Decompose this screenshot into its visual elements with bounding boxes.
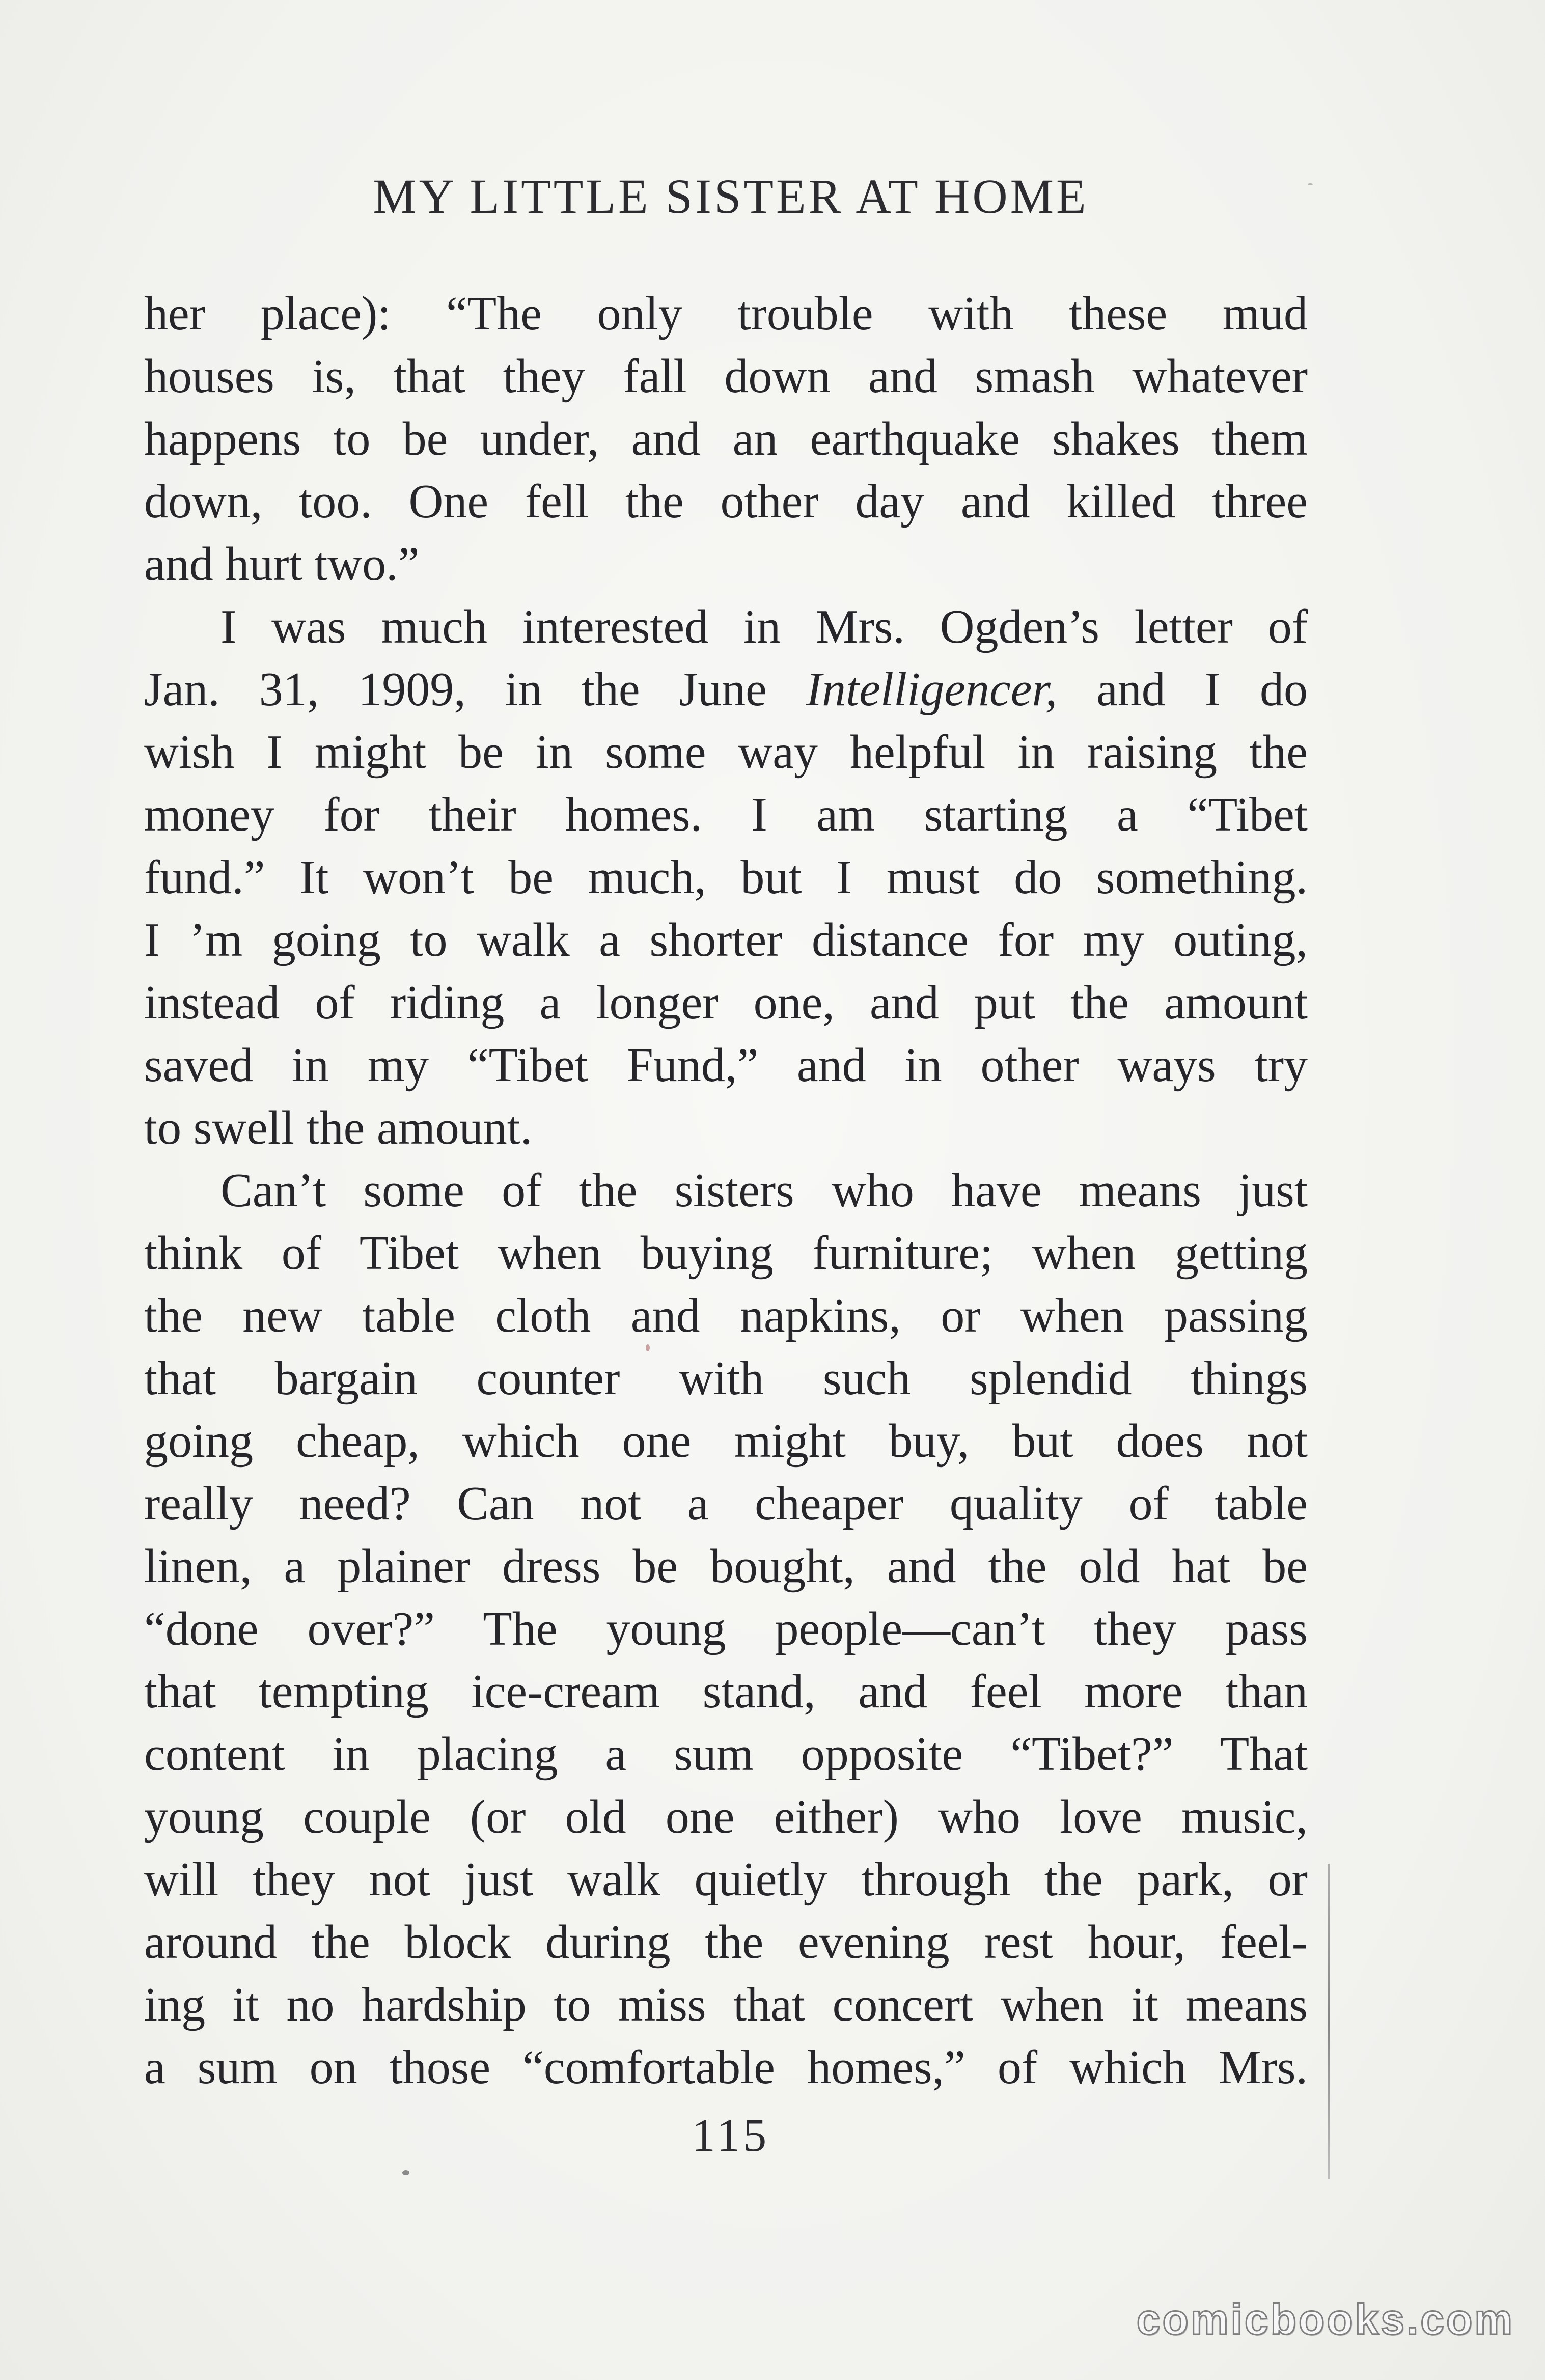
text-line: that tempting ice-cream stand, and feel more than: [144, 1665, 1308, 1718]
text-line: fund.” It won’t be much, but I must do something.: [144, 851, 1308, 904]
text-line: instead of riding a longer one, and put the amount: [144, 976, 1308, 1029]
text-line: [144, 658, 1308, 721]
text-line: going cheap, which one might buy, but does not: [144, 1415, 1308, 1468]
text-line: will they not just walk quietly through the park, or: [144, 1853, 1308, 1906]
page-number: 115: [692, 2109, 770, 2161]
margin-pencil-mark: [1328, 1864, 1330, 2179]
text-span: and I do: [1057, 663, 1308, 716]
text-line: happens to be under, and an earthquake shakes them: [144, 412, 1308, 465]
publication-title: Intelligencer,: [806, 663, 1058, 716]
text-line: down, too. One fell the other day and killed three: [144, 475, 1308, 528]
ink-speck: [646, 1344, 650, 1351]
text-line: young couple (or old one either) who love music,: [144, 1790, 1308, 1843]
text-line: her place): “The only trouble with these mud: [144, 287, 1308, 340]
text-span: Jan. 31, 1909, in the June: [144, 663, 806, 716]
text-line: “done over?” The young people—can’t they pass: [144, 1602, 1308, 1655]
text-line: around the block during the evening rest hour, feel-: [144, 1916, 1308, 1969]
text-line: saved in my “Tibet Fund,” and in other ways try: [144, 1039, 1308, 1092]
text-line: think of Tibet when buying furniture; when getting: [144, 1227, 1308, 1280]
text-line: I was much interested in Mrs. Ogden’s letter of: [220, 600, 1308, 653]
ink-speck: [1308, 183, 1313, 185]
text-line: really need? Can not a cheaper quality of table: [144, 1477, 1308, 1530]
text-line: to swell the amount.: [144, 1101, 533, 1154]
text-line: houses is, that they fall down and smash whatever: [144, 350, 1308, 403]
paragraph-3: [144, 1159, 1308, 2099]
body-text: [144, 283, 1308, 2099]
ink-speck: [402, 2170, 409, 2175]
paragraph-1: [144, 283, 1308, 596]
text-line: linen, a plainer dress be bought, and the old hat be: [144, 1540, 1308, 1593]
running-head: MY LITTLE SISTER AT HOME: [373, 169, 1089, 224]
text-line: and hurt two.”: [144, 538, 420, 591]
text-line: that bargain counter with such splendid things: [144, 1352, 1308, 1405]
text-line: the new table cloth and napkins, or when passing: [144, 1289, 1308, 1342]
text-line: wish I might be in some way helpful in raising the: [144, 726, 1308, 779]
text-line: Can’t some of the sisters who have means just: [220, 1164, 1308, 1217]
text-line: I ’m going to walk a shorter distance for my outing,: [144, 914, 1308, 966]
text-line: ing it no hardship to miss that concert when it means: [144, 1978, 1308, 2031]
site-watermark: comicbooks.com: [1136, 2295, 1514, 2343]
text-line: money for their homes. I am starting a “Tibet: [144, 788, 1308, 841]
text-line: a sum on those “comfortable homes,” of which Mrs.: [144, 2041, 1308, 2094]
text-line: content in placing a sum opposite “Tibet?” That: [144, 1728, 1308, 1781]
paragraph-2: [144, 596, 1308, 1159]
